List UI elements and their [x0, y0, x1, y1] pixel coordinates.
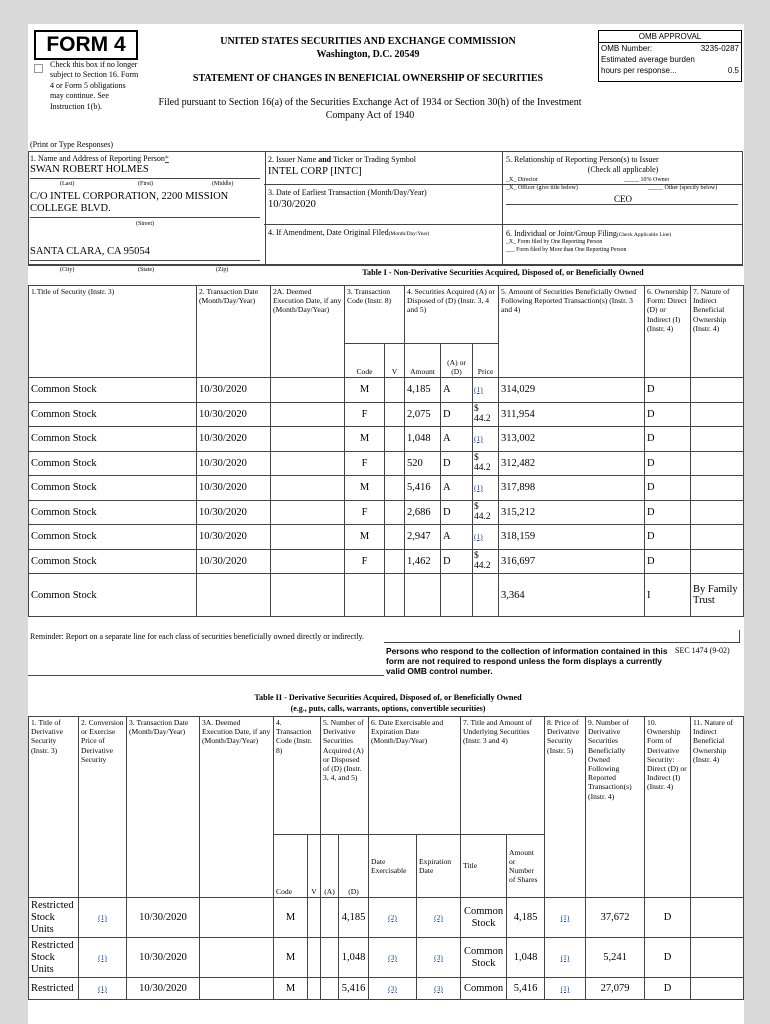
transaction-code: M — [345, 525, 385, 550]
transaction-code: F — [345, 402, 385, 427]
table2 — [28, 716, 744, 1000]
t2-sub-exp: Expiration Date — [417, 835, 461, 898]
t2-col-deemed: 3A. Deemed Execution Date, if any (Month/Day/Year) — [200, 717, 274, 898]
t2-sub-amount: Amount or Number of Shares — [507, 835, 545, 898]
table-row — [29, 525, 744, 550]
ownership-form: D — [645, 378, 691, 403]
table-row — [29, 427, 744, 452]
acquired — [321, 898, 339, 938]
t1-sub-price: Price — [473, 344, 499, 378]
transaction-date: 10/30/2020 — [197, 378, 271, 403]
middle-label: (Middle) — [212, 181, 234, 187]
deemed-date — [200, 938, 274, 978]
acquired-disposed: D — [441, 549, 473, 574]
v-flag — [385, 451, 405, 476]
deemed-date — [271, 451, 345, 476]
amount-owned: 37,672 — [586, 898, 645, 938]
ownership-form: D — [645, 898, 691, 938]
transaction-date: 10/30/2020 — [197, 402, 271, 427]
disposed: 1,048 — [339, 938, 369, 978]
deemed-date — [271, 402, 345, 427]
amount-owned: 317,898 — [499, 476, 645, 501]
ownership-nature — [691, 549, 744, 574]
form-4-page — [28, 24, 744, 1024]
amount: 2,686 — [405, 500, 441, 525]
acquired-disposed: D — [441, 500, 473, 525]
acquired-disposed: A — [441, 476, 473, 501]
transaction-code: M — [345, 378, 385, 403]
officer-title: CEO — [614, 194, 632, 204]
t1-sub-aord: (A) or (D) — [441, 344, 473, 378]
ownership-form: D — [645, 451, 691, 476]
transaction-date: 10/30/2020 — [127, 938, 200, 978]
transaction-code: M — [274, 898, 308, 938]
derivative-title: Restricted Stock Units — [29, 898, 79, 938]
v-flag — [308, 938, 321, 978]
deemed-date — [271, 427, 345, 452]
deemed-date — [200, 978, 274, 1000]
check-all-applicable: (Check all applicable) — [587, 165, 659, 174]
price-value: $ 44.2 — [474, 502, 491, 523]
price — [473, 427, 499, 452]
price — [473, 402, 499, 427]
ownership-form: D — [645, 938, 691, 978]
filed-pursuant: Filed pursuant to Section 16(a) of the Securities Exchange Act of 1934 or Section 30(h) of the Investment Company Act of 1940 — [158, 97, 582, 121]
transaction-code — [345, 574, 385, 617]
transaction-date: 10/30/2020 — [197, 525, 271, 550]
reporting-person-name: SWAN ROBERT HOLMES — [30, 164, 149, 175]
security-title: Common Stock — [29, 549, 197, 574]
earliest-transaction-label: 3. Date of Earliest Transaction (Month/Day/Year) — [268, 188, 427, 197]
ownership-form: D — [645, 402, 691, 427]
relationship-label: 5. Relationship of Reporting Person(s) to Issuer — [506, 155, 659, 164]
table1-title: Table I - Non-Derivative Securities Acquired, Disposed of, or Beneficially Owned — [362, 268, 644, 277]
ownership-nature — [691, 525, 744, 550]
ownership-nature — [691, 898, 744, 938]
director-option[interactable]: _X_ Director — [506, 177, 538, 183]
ownership-nature — [691, 451, 744, 476]
table-row — [29, 476, 744, 501]
ownership-form: D — [645, 978, 691, 1000]
table-row — [29, 402, 744, 427]
street-label: (Street) — [136, 221, 154, 227]
v-flag — [385, 476, 405, 501]
table-row — [29, 451, 744, 476]
deemed-date — [271, 549, 345, 574]
derivative-title: Restricted Stock Units — [29, 938, 79, 978]
t2-col-nature: 11. Nature of Indirect Beneficial Ownership (Instr. 4) — [691, 717, 744, 898]
omb-number-value: 3235-0287 — [700, 44, 739, 53]
t1-col-form: 6. Ownership Form: Direct (D) or Indirect (I) (Instr. 4) — [645, 286, 691, 378]
deemed-date — [271, 525, 345, 550]
no-longer-subject-label: Check this box if no longer subject to Section 16. Form 4 or Form 5 obligations may continue. See Instruction 1(b). — [50, 60, 139, 111]
transaction-date: 10/30/2020 — [197, 476, 271, 501]
amount-owned: 27,079 — [586, 978, 645, 1000]
more-persons-option[interactable]: ___ Form filed by More than One Reporting Person — [506, 247, 627, 253]
v-flag — [308, 978, 321, 1000]
expiration-ref[interactable]: (3) — [417, 978, 461, 1000]
persons-notice: Persons who respond to the collection of information contained in this form are not required to respond unless the form displays a currently valid OMB control number. — [386, 646, 668, 677]
other-option[interactable]: _____ Other (specify below) — [648, 185, 718, 191]
transaction-code: M — [345, 427, 385, 452]
v-flag — [385, 402, 405, 427]
t2-col-price: 8. Price of Derivative Security (Instr. 5) — [545, 717, 586, 898]
transaction-code: M — [274, 978, 308, 1000]
ownership-nature — [691, 978, 744, 1000]
v-flag — [385, 549, 405, 574]
ownership-nature: By Family Trust — [691, 574, 744, 617]
joint-filing-label: 6. Individual or Joint/Group Filing(Check Applicable Line) — [506, 229, 672, 238]
amount: 4,185 — [405, 378, 441, 403]
underlying-amount: 5,416 — [507, 978, 545, 1000]
last-label: (Last) — [60, 181, 75, 187]
expiration-ref[interactable]: (3) — [417, 938, 461, 978]
transaction-date — [197, 574, 271, 617]
transaction-date: 10/30/2020 — [127, 898, 200, 938]
amount-owned: 314,029 — [499, 378, 645, 403]
amount-owned: 312,482 — [499, 451, 645, 476]
v-flag — [308, 898, 321, 938]
amount: 5,416 — [405, 476, 441, 501]
table2-subtitle: (e.g., puts, calls, warrants, options, convertible securities) — [290, 704, 486, 713]
t1-col-date: 2. Transaction Date (Month/Day/Year) — [197, 286, 271, 378]
ownership-form: I — [645, 574, 691, 617]
amount-owned: 315,212 — [499, 500, 645, 525]
transaction-code: F — [345, 500, 385, 525]
v-flag — [385, 525, 405, 550]
reporting-person-city: SANTA CLARA, CA 95054 — [30, 246, 150, 257]
one-person-option[interactable]: _X_ Form filed by One Reporting Person — [506, 239, 603, 245]
ownership-nature — [691, 938, 744, 978]
omb-title: OMB APPROVAL — [599, 31, 741, 43]
print-type-note: (Print or Type Responses) — [30, 140, 114, 149]
sec-number: SEC 1474 (9-02) — [675, 646, 730, 655]
security-title: Common Stock — [29, 378, 197, 403]
transaction-date: 10/30/2020 — [197, 500, 271, 525]
underlying-amount: 1,048 — [507, 938, 545, 978]
t2-col-date: 3. Transaction Date (Month/Day/Year) — [127, 717, 200, 898]
acquired — [321, 938, 339, 978]
t2-col-underlying: 7. Title and Amount of Underlying Securities (Instr. 3 and 4) — [461, 717, 545, 835]
first-label: (First) — [138, 181, 153, 187]
t2-col-number: 5. Number of Derivative Securities Acquired (A) or Disposed of (D) (Instr. 3, 4, and 5) — [321, 717, 369, 835]
t2-col-exercisable: 6. Date Exercisable and Expiration Date (Month/Day/Year) — [369, 717, 461, 835]
t1-sub-code: Code — [345, 344, 385, 378]
table-row — [29, 500, 744, 525]
ownership-nature — [691, 402, 744, 427]
amount: 2,947 — [405, 525, 441, 550]
footnote-ref[interactable]: * — [164, 154, 169, 163]
transaction-date: 10/30/2020 — [197, 427, 271, 452]
deemed-date — [271, 574, 345, 617]
t1-col-securities: 4. Securities Acquired (A) or Disposed of (D) (Instr. 3, 4 and 5) — [405, 286, 499, 344]
t2-sub-d: (D) — [339, 835, 369, 898]
ownership-form: D — [645, 476, 691, 501]
deemed-date — [271, 500, 345, 525]
amount — [405, 574, 441, 617]
acquired-disposed: A — [441, 427, 473, 452]
t1-sub-v: V — [385, 344, 405, 378]
amount: 1,462 — [405, 549, 441, 574]
t2-sub-v: V — [308, 835, 321, 898]
security-title: Common Stock — [29, 500, 197, 525]
security-title: Common Stock — [29, 476, 197, 501]
price — [473, 525, 499, 550]
v-flag — [385, 500, 405, 525]
officer-option[interactable]: _X_ Officer (give title below) — [506, 185, 578, 191]
price — [473, 549, 499, 574]
v-flag — [385, 427, 405, 452]
table-row — [29, 574, 744, 617]
reporting-person-street: C/O INTEL CORPORATION, 2200 MISSION COLLEGE BLVD. — [30, 191, 229, 214]
t2-col-code: 4. Transaction Code (Instr. 8) — [274, 717, 321, 835]
date-exercisable-ref[interactable]: (3) — [369, 978, 417, 1000]
security-title: Common Stock — [29, 402, 197, 427]
footnote-ref[interactable]: (1) — [474, 433, 483, 443]
date-exercisable-ref[interactable]: (2) — [369, 898, 417, 938]
footnote-ref[interactable]: (1) — [474, 384, 483, 394]
deemed-date — [271, 476, 345, 501]
transaction-code: F — [345, 549, 385, 574]
underlying-title: Common Stock — [461, 938, 507, 978]
acquired-disposed: D — [441, 451, 473, 476]
amount-owned: 318,159 — [499, 525, 645, 550]
table1 — [28, 285, 744, 617]
table-row — [29, 898, 744, 938]
price-value: $ 44.2 — [474, 551, 491, 572]
table-row — [29, 978, 744, 1000]
t1-col-owned: 5. Amount of Securities Beneficially Owned Following Reported Transaction(s) (Instr. 3 and 4) — [499, 286, 645, 378]
ownership-nature — [691, 427, 744, 452]
ownership-form: D — [645, 427, 691, 452]
issuer-label: 2. Issuer Name and Ticker or Trading Symbol — [268, 155, 417, 164]
ownership-form: D — [645, 500, 691, 525]
price — [473, 451, 499, 476]
amount: 2,075 — [405, 402, 441, 427]
no-longer-subject-checkbox[interactable] — [34, 64, 43, 73]
t2-col-title: 1. Title of Derivative Security (Instr. 3) — [29, 717, 79, 898]
transaction-code: M — [274, 938, 308, 978]
deemed-date — [271, 378, 345, 403]
date-exercisable-ref[interactable]: (3) — [369, 938, 417, 978]
amount-owned: 311,954 — [499, 402, 645, 427]
security-title: Common Stock — [29, 451, 197, 476]
underlying-title: Common Stock — [461, 898, 507, 938]
amount: 1,048 — [405, 427, 441, 452]
transaction-code: F — [345, 451, 385, 476]
price-ref[interactable]: (1) — [545, 978, 586, 1000]
derivative-title: Restricted — [29, 978, 79, 1000]
price-ref[interactable]: (1) — [545, 898, 586, 938]
acquired-disposed: D — [441, 402, 473, 427]
t2-sub-title: Title — [461, 835, 507, 898]
security-title: Common Stock — [29, 525, 197, 550]
price — [473, 476, 499, 501]
amount-owned: 5,241 — [586, 938, 645, 978]
ownership-form: D — [645, 549, 691, 574]
ten-pct-owner-option[interactable]: _____ 10% Owner — [624, 177, 670, 183]
amount-owned: 313,002 — [499, 427, 645, 452]
city-label: (City) — [60, 267, 75, 273]
amount: 520 — [405, 451, 441, 476]
t1-col-nature: 7. Nature of Indirect Beneficial Ownership (Instr. 4) — [691, 286, 744, 378]
form-title: FORM 4 — [34, 30, 138, 60]
t1-sub-amount: Amount — [405, 344, 441, 378]
amount-owned: 316,697 — [499, 549, 645, 574]
acquired-disposed: A — [441, 378, 473, 403]
v-flag — [385, 378, 405, 403]
underlying-amount: 4,185 — [507, 898, 545, 938]
underlying-title: Common — [461, 978, 507, 1000]
t1-col-deemed: 2A. Deemed Execution Date, if any (Month/Day/Year) — [271, 286, 345, 378]
agency-location: Washington, D.C. 20549 — [316, 49, 420, 60]
price — [473, 500, 499, 525]
table-row — [29, 549, 744, 574]
table-row — [29, 938, 744, 978]
omb-burden-line2: hours per response... — [601, 66, 677, 75]
security-title: Common Stock — [29, 427, 197, 452]
reminder-note: Reminder: Report on a separate line for each class of securities beneficially owned directly or indirectly. — [30, 632, 365, 641]
transaction-date: 10/30/2020 — [197, 451, 271, 476]
ownership-nature — [691, 378, 744, 403]
t2-col-form: 10. Ownership Form of Derivative Security: Direct (D) or Indirect (I) (Instr. 4) — [645, 717, 691, 898]
t1-col-title: 1.Title of Security (Instr. 3) — [29, 286, 197, 378]
zip-label: (Zip) — [216, 267, 229, 273]
transaction-date: 10/30/2020 — [127, 978, 200, 1000]
table2-title: Table II - Derivative Securities Acquired, Disposed of, or Beneficially Owned — [254, 693, 522, 702]
ownership-form: D — [645, 525, 691, 550]
omb-burden-value: 0.5 — [727, 66, 739, 75]
statement-title: STATEMENT OF CHANGES IN BENEFICIAL OWNERSHIP OF SECURITIES — [192, 73, 544, 84]
price-ref[interactable]: (1) — [545, 938, 586, 978]
disposed: 5,416 — [339, 978, 369, 1000]
price — [473, 574, 499, 617]
ownership-nature — [691, 476, 744, 501]
v-flag — [385, 574, 405, 617]
conversion-price-ref[interactable]: (1) — [79, 938, 127, 978]
price — [473, 378, 499, 403]
t1-col-code: 3. Transaction Code (Instr. 8) — [345, 286, 405, 344]
transaction-code: M — [345, 476, 385, 501]
state-label: (State) — [138, 267, 154, 273]
expiration-ref[interactable]: (2) — [417, 898, 461, 938]
disposed: 4,185 — [339, 898, 369, 938]
amendment-label: 4. If Amendment, Date Original Filed(Month/Day/Year) — [268, 228, 430, 237]
omb-number-label: OMB Number: — [601, 44, 653, 53]
conversion-price-ref[interactable]: (1) — [79, 898, 127, 938]
reporting-person-label: 1. Name and Address of Reporting Person* — [30, 154, 169, 163]
security-title: Common Stock — [29, 574, 197, 617]
t2-sub-code: Code — [274, 835, 308, 898]
footnote-ref[interactable]: (1) — [474, 531, 483, 541]
acquired — [321, 978, 339, 1000]
transaction-date: 10/30/2020 — [197, 549, 271, 574]
amount-owned: 3,364 — [499, 574, 645, 617]
issuer-name: INTEL CORP [INTC] — [268, 166, 362, 177]
omb-burden-line1: Estimated average burden — [601, 55, 695, 64]
footnote-ref[interactable]: (1) — [474, 482, 483, 492]
omb-approval-box — [598, 30, 742, 82]
acquired-disposed: A — [441, 525, 473, 550]
acquired-disposed — [441, 574, 473, 617]
table-row — [29, 378, 744, 403]
t2-sub-date-ex: Date Exercisable — [369, 835, 417, 898]
conversion-price-ref[interactable]: (1) — [79, 978, 127, 1000]
agency-name: UNITED STATES SECURITIES AND EXCHANGE COMMISSION — [220, 36, 516, 47]
earliest-transaction-date: 10/30/2020 — [268, 199, 316, 210]
t2-col-conv: 2. Conversion or Exercise Price of Derivative Security — [79, 717, 127, 898]
price-value: $ 44.2 — [474, 404, 491, 425]
ownership-nature — [691, 500, 744, 525]
price-value: $ 44.2 — [474, 453, 491, 474]
deemed-date — [200, 898, 274, 938]
t2-col-owned: 9. Number of Derivative Securities Beneficially Owned Following Reported Transaction(s) (Instr. 4) — [586, 717, 645, 898]
t2-sub-a: (A) — [321, 835, 339, 898]
